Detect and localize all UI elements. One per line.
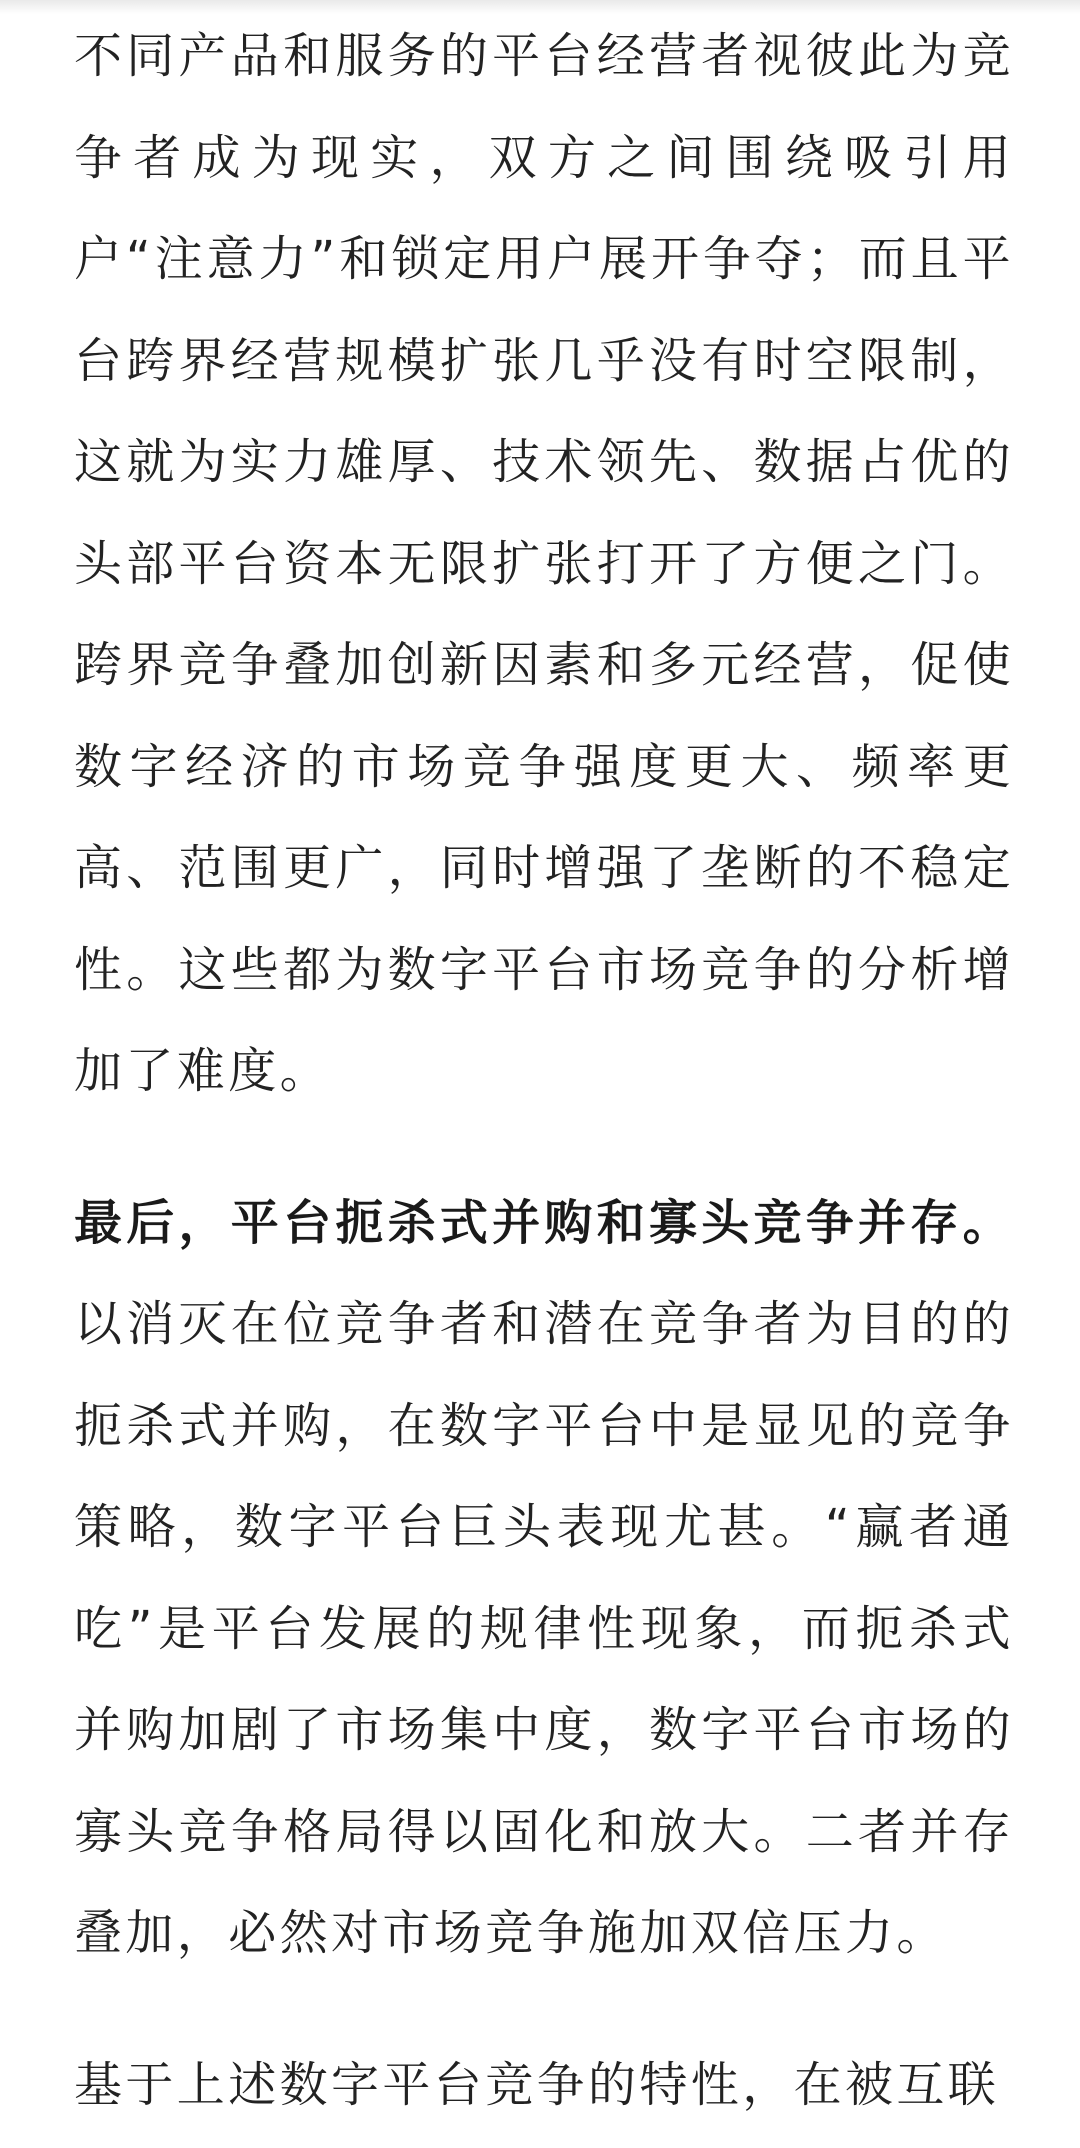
- article-body[interactable]: [74, 6, 1014, 2136]
- paragraph-killer-acquisitions: [74, 1173, 1014, 1985]
- paragraph-text: 基于上述数字平台竞争的特性，在被互联: [74, 2056, 1000, 2113]
- paragraph-text: 以消灭在位竞争者和潜在竞争者为目的的扼杀式并购，在数字平台中是显见的竞争策略，数字平台巨头表现尤甚。“赢者通吃”是平台发展的规律性现象，而扼杀式并购加剧了市场集中度，数字平台市场的寡头竞争格局得以固化和放大。二者并存叠加，必然对市场竞争施加双倍压力。: [74, 1296, 1014, 1961]
- paragraph-lead-bold: 最后，平台扼杀式并购和寡头竞争并存。: [74, 1194, 1014, 1251]
- paragraph-cross-border-competition: [74, 6, 1014, 1123]
- paragraph-conclusion-start: [74, 2035, 1014, 2137]
- paragraph-text: 不同产品和服务的平台经营者视彼此为竞争者成为现实，双方之间围绕吸引用户“注意力”和锁定用户展开争夺；而且平台跨界经营规模扩张几乎没有时空限制，这就为实力雄厚、技术领先、数据占优的头部平台资本无限扩张打开了方便之门。跨界竞争叠加创新因素和多元经营，促使数字经济的市场竞争强度更大、频率更高、范围更广，同时增强了垄断的不稳定性。这些都为数字平台市场竞争的分析增加了难度。: [74, 28, 1014, 1099]
